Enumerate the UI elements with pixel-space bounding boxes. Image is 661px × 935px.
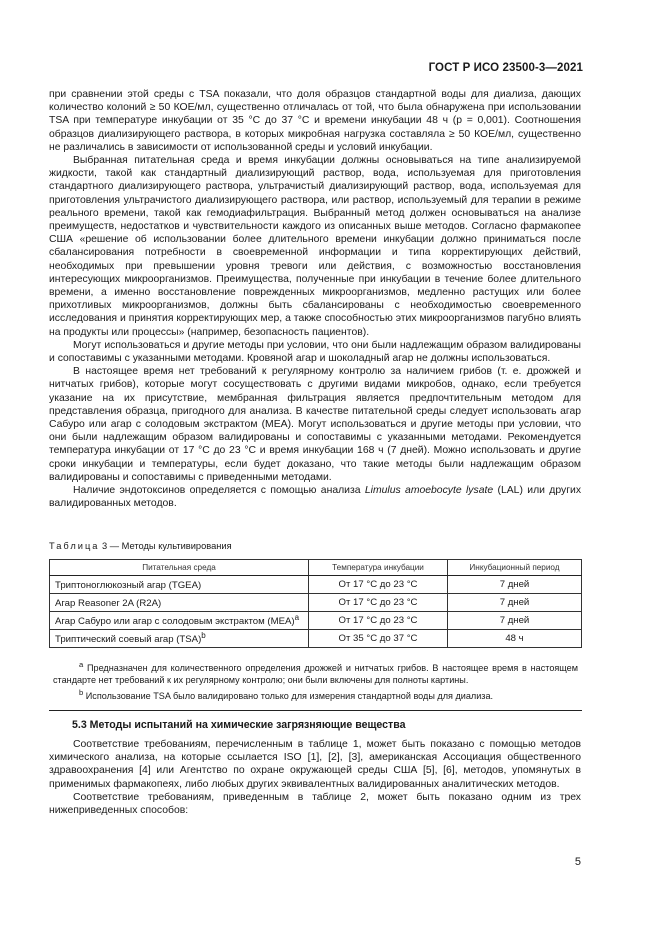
column-header: Температура инкубации — [309, 560, 448, 576]
table-footnotes — [53, 659, 578, 702]
table-header-row — [50, 560, 582, 576]
table-row — [50, 576, 582, 594]
footnote-mark: b — [79, 687, 84, 697]
section-body — [49, 738, 581, 817]
cell-medium: Агар Сабуро или агар с солодовым экстрактом (MEA)$^а$ — [50, 612, 309, 630]
cell-temperature: От 17 °С до 23 °С — [309, 612, 448, 630]
paragraph: Соответствие требованиям, перечисленным в таблице 1, может быть показано с помощью методов химического анализа, на которые ссылается ISO [1], [2], [3], американская Ассоциация общественного здравоохранения [4] или Агентство по охране окружающей среды США [5], [6], методов, упомянутых в применимых фармакопеях, либо любых других эквивалентных валидированных аналитических методов. — [49, 739, 581, 790]
body-text — [49, 88, 581, 511]
table-caption-label: Таблица — [49, 541, 100, 551]
cell-temperature: От 17 °С до 23 °С — [309, 594, 448, 612]
table-bottom-rule — [49, 710, 582, 711]
footnote-mark: а — [79, 660, 84, 669]
paragraph: Могут использоваться и другие методы при условии, что они были надлежащим образом валидированы и сопоставимы с указанными методами. Кровяной агар и шоколадный агар не должны использоваться. — [49, 339, 581, 365]
standard-header: ГОСТ Р ИСО 23500-3—2021 — [428, 62, 583, 74]
text-fragment: (LAL) или других валидированных методов. — [49, 485, 582, 510]
cell-medium: Триптический соевый агар (TSA)$^b$ — [50, 630, 309, 648]
table-row — [50, 612, 582, 630]
cell-temperature: От 35 °С до 37 °С — [309, 630, 448, 648]
column-header: Инкубационный период — [448, 560, 582, 576]
cell-period: 7 дней — [448, 594, 582, 612]
paragraph-endotoxin — [49, 484, 581, 510]
cell-medium: Триптоноглюкозный агар (TGEA) — [50, 576, 309, 594]
cell-period: 48 ч — [448, 630, 582, 648]
section-title: 5.3 Методы испытаний на химические загрязняющие вещества — [72, 719, 406, 731]
table-row — [50, 594, 582, 612]
page-number: 5 — [574, 856, 581, 868]
column-header: Питательная среда — [50, 560, 309, 576]
paragraph: В настоящее время нет требований к регулярному контролю за наличием грибов (т. е. дрожжей и нитчатых грибов), которые могут сосуществовать с другими видами микробов, однако, если требуется указание на их присутствие, мембранная фильтрация является предпочтительным методом для представления образца, пригодного для анализа. В качестве питательной среды следует использовать агар Сабуро или агар с солодовым экстрактом (MEA). Могут использоваться и другие методы при условии, что они были надлежащим образом валидированы и сопоставимы с указанными методами. Рекомендуется температура инкубации от 17 °С до 23 °С и время инкубации 168 ч (7 дней). Можно использовать и другие сроки инкубации и температуры, если будет доказано, что такие методы были надлежащим образом валидированы и сопоставимы с приведенными методами. — [49, 366, 581, 483]
cell-temperature: От 17 °С до 23 °С — [309, 576, 448, 594]
cell-period: 7 дней — [448, 612, 582, 630]
table-row — [50, 630, 582, 648]
culture-methods-table — [49, 559, 582, 648]
table-caption-text: 3 — Методы культивирования — [99, 541, 232, 551]
footnote: $^а$ Предназначен для количественного определения дрожжей и нитчатых грибов. В настоящее время в настоящем стандарте нет требований к их регулярному контролю; они были включены для полноты картины. — [53, 660, 578, 686]
paragraph: при сравнении этой среды с TSA показали, что доля образцов стандартной воды для диализа, дающих количество колоний ≥ 50 КОЕ/мл, существенно отличалась от той, что была обнаружена при использовании TSA при температуре инкубации от 35 °С до 37 °С и времени инкубации 48 ч (p = 0,001). Соотношения образцов диализирующего раствора, в которых микробная нагрузка составляла ≥ 50 КОЕ/мл, существенно не различались в зависимости от использованной среды и условий инкубации. — [49, 89, 581, 153]
footnote: $^b$ Использование TSA было валидировано только для измерения стандартной воды для диализа. — [79, 687, 494, 701]
table-caption — [49, 541, 232, 551]
cell-medium: Агар Reasoner 2A (R2A) — [50, 594, 309, 612]
paragraph: Соответствие требованиям, приведенным в таблице 2, может быть показано одним из трех нижеприведенных способов: — [49, 791, 581, 817]
species-name: Limulus amoebocyte lysate — [364, 485, 494, 497]
text-fragment: Наличие эндотоксинов определяется с помощью анализа — [73, 485, 365, 497]
cell-period: 7 дней — [448, 576, 582, 594]
paragraph: Выбранная питательная среда и время инкубации должны основываться на типе анализируемой жидкости, такой как стандартный диализирующий раствор, вода, используемая для приготовления стандартного диализирующего раствора, ультрачистый диализирующий раствор, вода, используемая для приготовления ультрачистого диализирующего раствора, или раствор, используемый для терапии в режиме реального времени, такой как гемодиафильтрация. Выбранный метод должен основываться на анализе преимуществ, недостатков и чувствительности каждого из описанных выше методов. Согласно фармакопее США «решение об использовании более длительного времени инкубации должно приниматься после сбалансирования потребности в своевременной информации и типа корректирующих действий, необходимых при превышении уровня тревоги или действия, с возможностью восстановления интересующих микроорганизмов. Преимущества, полученные при инкубации в течение более длительного времени, а именно восстановление поврежденных микроорганизмов, медленно растущих или более прихотливых микроорганизмов, должны быть сбалансированы с необходимостью своевременного исследования и принятия корректирующих мер, а также способностью этих микроорганизмов пагубно влиять на продукты или процессы» (например, безопасность пациентов). — [49, 155, 581, 338]
